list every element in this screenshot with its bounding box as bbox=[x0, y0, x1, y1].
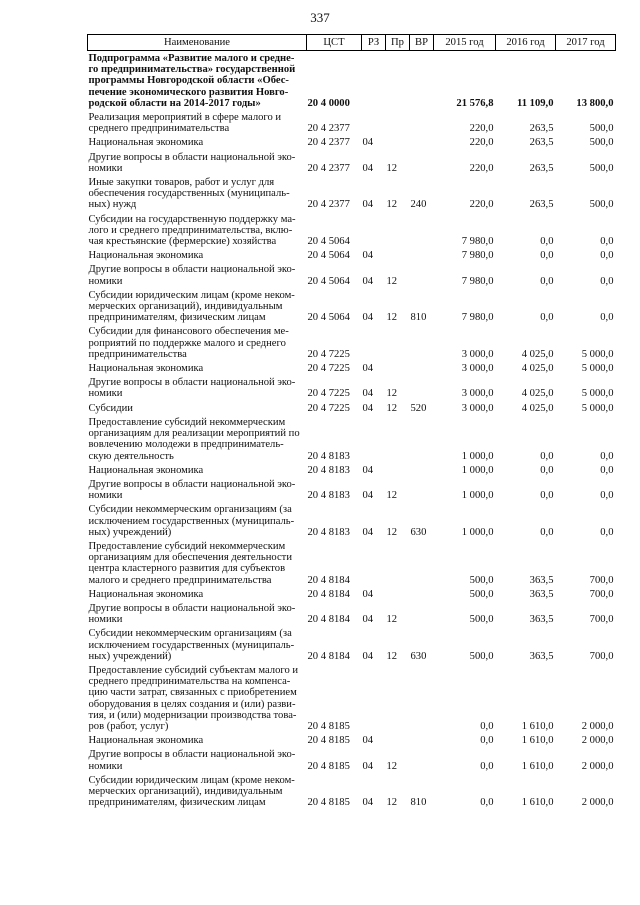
header-name: Наименование bbox=[88, 35, 307, 51]
header-vr: ВР bbox=[410, 35, 434, 51]
row-name: Субсидии юридическим лицам (кроме неком-мерческих организаций), индивидуальным предпринимателям, физическим лицам bbox=[88, 774, 295, 809]
row-cst: 20 4 5064 bbox=[307, 312, 350, 324]
table-row bbox=[88, 663, 616, 733]
table-row bbox=[88, 539, 616, 587]
row-vr bbox=[410, 539, 434, 587]
row-2017: 500,0 bbox=[589, 162, 614, 174]
table-row bbox=[88, 747, 616, 772]
row-2016: 363,5 bbox=[529, 614, 554, 626]
table-row bbox=[88, 262, 616, 287]
row-2015: 500,0 bbox=[469, 650, 494, 662]
row-2015: 0,0 bbox=[480, 760, 494, 772]
row-2016: 263,5 bbox=[529, 199, 554, 211]
row-rz: 04 bbox=[362, 137, 374, 149]
row-pr: 12 bbox=[386, 312, 398, 324]
row-2016: 1 610,0 bbox=[521, 797, 554, 809]
row-pr bbox=[386, 663, 410, 733]
row-cst: 20 4 2377 bbox=[307, 137, 350, 149]
row-pr: 12 bbox=[386, 402, 398, 414]
table-row bbox=[88, 375, 616, 400]
row-pr: 12 bbox=[386, 162, 398, 174]
row-2016: 0,0 bbox=[540, 490, 554, 502]
row-2016: 363,5 bbox=[529, 588, 554, 600]
row-2015: 1 000,0 bbox=[461, 526, 494, 538]
row-2016: 4 025,0 bbox=[521, 363, 554, 375]
row-rz: 04 bbox=[362, 614, 374, 626]
row-2015: 7 980,0 bbox=[461, 312, 494, 324]
row-2017: 500,0 bbox=[589, 199, 614, 211]
row-name: Национальная экономика bbox=[88, 137, 204, 149]
row-rz: 04 bbox=[362, 388, 374, 400]
row-vr bbox=[410, 463, 434, 477]
row-2017: 2 000,0 bbox=[581, 797, 614, 809]
row-2017: 5 000,0 bbox=[581, 402, 614, 414]
row-cst: 20 4 8184 bbox=[307, 614, 350, 626]
row-cst: 20 4 7225 bbox=[307, 388, 350, 400]
table-row bbox=[88, 401, 616, 415]
table-row bbox=[88, 773, 616, 810]
row-pr bbox=[386, 587, 410, 601]
row-name: Субсидии на государственную поддержку ма-лого и среднего предпринимательства, вклю-чая крестьянские (фермерские) хозяйства bbox=[88, 213, 296, 248]
row-cst: 20 4 8183 bbox=[307, 490, 350, 502]
row-vr bbox=[410, 477, 434, 502]
row-2017: 5 000,0 bbox=[581, 388, 614, 400]
row-2015: 7 980,0 bbox=[461, 250, 494, 262]
row-2017: 0,0 bbox=[600, 464, 614, 476]
row-name: Другие вопросы в области национальной эко-номики bbox=[88, 264, 296, 287]
row-2017: 2 000,0 bbox=[581, 735, 614, 747]
row-vr bbox=[410, 212, 434, 249]
row-2015: 0,0 bbox=[480, 735, 494, 747]
row-2016: 11 109,0 bbox=[517, 97, 554, 109]
row-2017: 2 000,0 bbox=[581, 760, 614, 772]
row-rz: 04 bbox=[362, 797, 374, 809]
row-pr: 12 bbox=[386, 490, 398, 502]
row-2016: 263,5 bbox=[529, 137, 554, 149]
header-row bbox=[88, 35, 616, 51]
row-rz: 04 bbox=[362, 526, 374, 538]
row-cst: 20 4 7225 bbox=[307, 402, 350, 414]
row-2017: 13 800,0 bbox=[576, 97, 614, 109]
row-vr bbox=[410, 587, 434, 601]
row-2016: 363,5 bbox=[529, 650, 554, 662]
row-2017: 5 000,0 bbox=[581, 363, 614, 375]
row-rz: 04 bbox=[362, 735, 374, 747]
row-rz: 04 bbox=[362, 464, 374, 476]
row-rz bbox=[362, 539, 386, 587]
row-cst: 20 4 8183 bbox=[307, 450, 350, 462]
header-pr: Пр bbox=[386, 35, 410, 51]
table-row bbox=[88, 150, 616, 175]
row-name: Предоставление субсидий некоммерческим организациям для обеспечения деятельности центра кластерного развития для субъектов малого и среднего предпринимательства bbox=[88, 540, 292, 586]
row-2017: 0,0 bbox=[600, 250, 614, 262]
row-2015: 500,0 bbox=[469, 588, 494, 600]
row-2017: 5 000,0 bbox=[581, 348, 614, 360]
table-row bbox=[88, 587, 616, 601]
row-2016: 0,0 bbox=[540, 275, 554, 287]
row-2015: 3 000,0 bbox=[461, 402, 494, 414]
row-pr: 12 bbox=[386, 275, 398, 287]
row-cst: 20 4 8185 bbox=[307, 735, 350, 747]
row-cst: 20 4 8185 bbox=[307, 797, 350, 809]
row-2015: 1 000,0 bbox=[461, 450, 494, 462]
row-name: Субсидии некоммерческим организациям (за исключением государственных (муниципаль-ных) учреждений) bbox=[88, 504, 295, 538]
budget-table bbox=[87, 34, 616, 809]
row-vr: 630 bbox=[410, 650, 427, 662]
row-2015: 3 000,0 bbox=[461, 348, 494, 360]
row-pr: 12 bbox=[386, 797, 398, 809]
row-2015: 7 980,0 bbox=[461, 275, 494, 287]
row-2017: 700,0 bbox=[589, 574, 614, 586]
row-pr: 12 bbox=[386, 526, 398, 538]
row-2015: 3 000,0 bbox=[461, 363, 494, 375]
row-pr bbox=[386, 51, 410, 111]
row-vr: 240 bbox=[410, 199, 427, 211]
row-2016: 0,0 bbox=[540, 236, 554, 248]
row-2016: 363,5 bbox=[529, 574, 554, 586]
row-vr bbox=[410, 415, 434, 463]
row-cst: 20 4 5064 bbox=[307, 250, 350, 262]
row-rz: 04 bbox=[362, 363, 374, 375]
row-2017: 0,0 bbox=[600, 236, 614, 248]
page-number: 337 bbox=[310, 10, 330, 25]
row-cst: 20 4 8184 bbox=[307, 574, 350, 586]
row-vr bbox=[410, 248, 434, 262]
table-row bbox=[88, 601, 616, 626]
row-pr: 12 bbox=[386, 760, 398, 772]
row-pr bbox=[386, 733, 410, 747]
row-rz: 04 bbox=[362, 162, 374, 174]
row-2016: 4 025,0 bbox=[521, 388, 554, 400]
table-row bbox=[88, 502, 616, 539]
row-cst: 20 4 7225 bbox=[307, 348, 350, 360]
table-row bbox=[88, 477, 616, 502]
row-name: Подпрограмма «Развитие малого и средне-го предпринимательства» государственной программы Новгородской области «Обес-печение экономического развития Новго-родской области на 2014-2017 годы» bbox=[88, 53, 296, 109]
row-name: Субсидии некоммерческим организациям (за исключением государственных (муниципаль-ных) учреждений) bbox=[88, 628, 295, 662]
row-2015: 500,0 bbox=[469, 614, 494, 626]
row-2016: 1 610,0 bbox=[521, 760, 554, 772]
row-2017: 700,0 bbox=[589, 650, 614, 662]
row-2015: 220,0 bbox=[469, 199, 494, 211]
row-name: Национальная экономика bbox=[88, 735, 204, 747]
row-2017: 2 000,0 bbox=[581, 720, 614, 732]
row-pr bbox=[386, 463, 410, 477]
row-vr bbox=[410, 110, 434, 135]
row-pr bbox=[386, 135, 410, 149]
row-name: Субсидии для финансового обеспечения ме-роприятий по поддержке малого и среднего предпринимательства bbox=[88, 326, 289, 360]
row-2015: 220,0 bbox=[469, 137, 494, 149]
row-pr bbox=[386, 212, 410, 249]
row-name: Другие вопросы в области национальной эко-номики bbox=[88, 478, 296, 502]
row-vr bbox=[410, 262, 434, 287]
row-cst: 20 4 2377 bbox=[307, 199, 350, 211]
row-2017: 0,0 bbox=[600, 490, 614, 502]
row-rz: 04 bbox=[362, 650, 374, 662]
row-vr bbox=[410, 150, 434, 175]
row-2016: 4 025,0 bbox=[521, 402, 554, 414]
row-rz: 04 bbox=[362, 250, 374, 262]
row-2017: 0,0 bbox=[600, 450, 614, 462]
row-cst: 20 4 8183 bbox=[307, 464, 350, 476]
table-row bbox=[88, 324, 616, 361]
row-pr: 12 bbox=[386, 199, 398, 211]
row-name: Национальная экономика bbox=[88, 464, 204, 476]
row-vr bbox=[410, 324, 434, 361]
row-rz: 04 bbox=[362, 760, 374, 772]
row-2016: 4 025,0 bbox=[521, 348, 554, 360]
row-2016: 0,0 bbox=[540, 526, 554, 538]
row-2016: 0,0 bbox=[540, 464, 554, 476]
table-row bbox=[88, 110, 616, 135]
table-row bbox=[88, 135, 616, 149]
row-rz: 04 bbox=[362, 312, 374, 324]
row-rz bbox=[362, 663, 386, 733]
row-cst: 20 4 5064 bbox=[307, 275, 350, 287]
row-rz bbox=[362, 110, 386, 135]
row-2015: 1 000,0 bbox=[461, 490, 494, 502]
row-rz: 04 bbox=[362, 490, 374, 502]
row-2015: 220,0 bbox=[469, 162, 494, 174]
row-2015: 7 980,0 bbox=[461, 236, 494, 248]
row-cst: 20 4 2377 bbox=[307, 162, 350, 174]
row-name: Другие вопросы в области национальной эко-номики bbox=[88, 377, 296, 400]
row-cst: 20 4 8183 bbox=[307, 526, 350, 538]
row-vr bbox=[410, 747, 434, 772]
row-pr bbox=[386, 415, 410, 463]
row-2017: 500,0 bbox=[589, 137, 614, 149]
row-2015: 220,0 bbox=[469, 123, 494, 135]
row-name: Предоставление субсидий субъектам малого и среднего предпринимательства на компенса-цию части затрат, связанных с приобретением оборудования в целях создания и (или) разви-тия, и (или) модернизации производства това-ров (работ, услуг) bbox=[88, 664, 299, 732]
row-pr bbox=[386, 539, 410, 587]
row-cst: 20 4 5064 bbox=[307, 236, 350, 248]
row-vr bbox=[410, 361, 434, 375]
row-vr: 810 bbox=[410, 797, 427, 809]
row-cst: 20 4 8184 bbox=[307, 650, 350, 662]
row-cst: 20 4 8185 bbox=[307, 720, 350, 732]
header-2016: 2016 год bbox=[496, 35, 556, 51]
row-rz: 04 bbox=[362, 199, 374, 211]
table-row bbox=[88, 288, 616, 325]
row-name: Национальная экономика bbox=[88, 588, 204, 600]
row-2015: 3 000,0 bbox=[461, 388, 494, 400]
table-row bbox=[88, 626, 616, 663]
row-2015: 0,0 bbox=[480, 720, 494, 732]
row-2017: 500,0 bbox=[589, 123, 614, 135]
row-2017: 700,0 bbox=[589, 588, 614, 600]
row-2016: 0,0 bbox=[540, 250, 554, 262]
row-rz bbox=[362, 212, 386, 249]
table-row bbox=[88, 361, 616, 375]
row-2015: 500,0 bbox=[469, 574, 494, 586]
row-rz: 04 bbox=[362, 402, 374, 414]
table-row bbox=[88, 463, 616, 477]
table-row bbox=[88, 51, 616, 111]
row-2016: 1 610,0 bbox=[521, 720, 554, 732]
row-name: Иные закупки товаров, работ и услуг для обеспечения государственных (муниципаль-ных) нужд bbox=[88, 177, 290, 211]
row-pr bbox=[386, 324, 410, 361]
row-2016: 263,5 bbox=[529, 162, 554, 174]
table-row bbox=[88, 212, 616, 249]
header-2015: 2015 год bbox=[434, 35, 496, 51]
row-2017: 0,0 bbox=[600, 312, 614, 324]
table-header bbox=[88, 35, 616, 51]
row-2016: 0,0 bbox=[540, 312, 554, 324]
row-rz: 04 bbox=[362, 275, 374, 287]
header-2017: 2017 год bbox=[556, 35, 616, 51]
row-vr bbox=[410, 135, 434, 149]
row-name: Другие вопросы в области национальной эко-номики bbox=[88, 151, 296, 174]
table-row bbox=[88, 733, 616, 747]
row-name: Другие вопросы в области национальной эко-номики bbox=[88, 749, 296, 772]
row-pr bbox=[386, 248, 410, 262]
row-vr bbox=[410, 375, 434, 400]
row-cst: 20 4 0000 bbox=[307, 97, 350, 109]
row-vr bbox=[410, 663, 434, 733]
row-cst: 20 4 8184 bbox=[307, 588, 350, 600]
row-2015: 0,0 bbox=[480, 797, 494, 809]
row-rz: 04 bbox=[362, 588, 374, 600]
row-name: Субсидии bbox=[88, 402, 133, 414]
row-vr: 520 bbox=[410, 402, 427, 414]
header-cst: ЦСТ bbox=[307, 35, 362, 51]
row-vr: 630 bbox=[410, 526, 427, 538]
table-row bbox=[88, 248, 616, 262]
table-row bbox=[88, 175, 616, 212]
row-cst: 20 4 7225 bbox=[307, 363, 350, 375]
row-2016: 0,0 bbox=[540, 450, 554, 462]
table-row bbox=[88, 415, 616, 463]
row-name: Национальная экономика bbox=[88, 250, 204, 262]
row-name: Национальная экономика bbox=[88, 363, 204, 375]
row-rz bbox=[362, 51, 386, 111]
row-name: Реализация мероприятий в сфере малого и среднего предпринимательства bbox=[88, 112, 282, 135]
row-rz bbox=[362, 415, 386, 463]
row-2015: 21 576,8 bbox=[456, 97, 494, 109]
row-name: Предоставление субсидий некоммерческим организациям для реализации мероприятий по вовлечению молодежи в предприниматель-скую деятельность bbox=[88, 416, 300, 462]
header-rz: РЗ bbox=[362, 35, 386, 51]
row-2017: 0,0 bbox=[600, 275, 614, 287]
row-cst: 20 4 8185 bbox=[307, 760, 350, 772]
row-2015: 1 000,0 bbox=[461, 464, 494, 476]
row-pr: 12 bbox=[386, 650, 398, 662]
row-pr bbox=[386, 361, 410, 375]
row-2016: 263,5 bbox=[529, 123, 554, 135]
row-pr: 12 bbox=[386, 614, 398, 626]
row-name: Другие вопросы в области национальной эко-номики bbox=[88, 602, 296, 626]
row-vr bbox=[410, 733, 434, 747]
row-vr bbox=[410, 51, 434, 111]
row-cst: 20 4 2377 bbox=[307, 123, 350, 135]
table-body bbox=[88, 51, 616, 810]
row-2017: 0,0 bbox=[600, 526, 614, 538]
row-2017: 700,0 bbox=[589, 614, 614, 626]
row-name: Субсидии юридическим лицам (кроме неком-мерческих организаций), индивидуальным предпринимателям, физическим лицам bbox=[88, 289, 295, 324]
row-2016: 1 610,0 bbox=[521, 735, 554, 747]
row-pr: 12 bbox=[386, 388, 398, 400]
row-rz bbox=[362, 324, 386, 361]
row-vr bbox=[410, 601, 434, 626]
row-pr bbox=[386, 110, 410, 135]
row-vr: 810 bbox=[410, 312, 427, 324]
